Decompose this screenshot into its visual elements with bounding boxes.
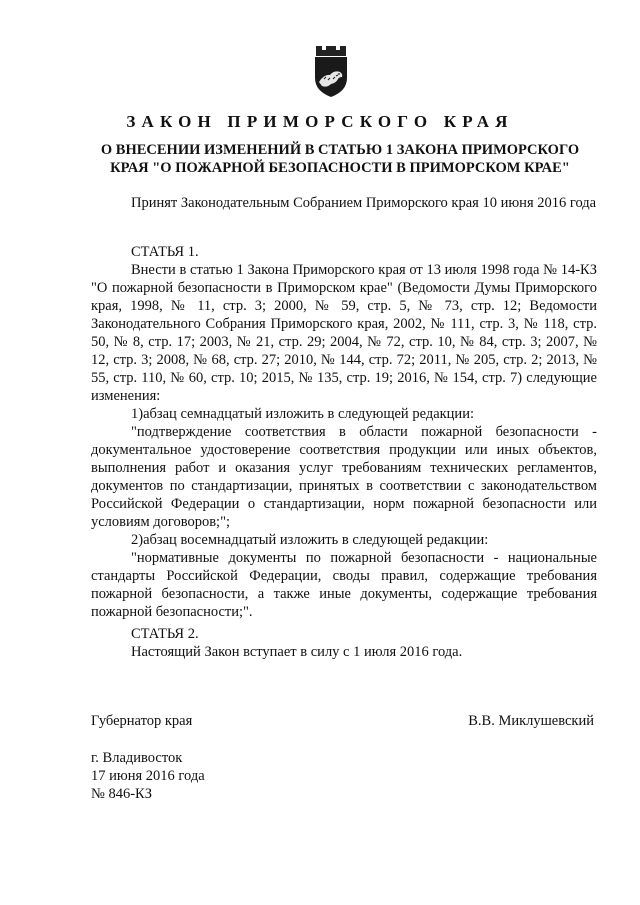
article-1-item2-text: "нормативные документы по пожарной безопасности - национальные стандарты Российской Федерации, своды правил, содержащие требования пожарной безопасности, а также иные документы, содержащие требования пожарной безопасности;". (91, 550, 597, 620)
article-2-heading: СТАТЬЯ 2. (131, 626, 199, 642)
issue-date: 17 июня 2016 года (91, 768, 205, 784)
article-1 (91, 243, 597, 621)
article-1-item1-label: 1)абзац семнадцатый изложить в следующей редакции: (131, 406, 474, 422)
law-subtitle (80, 141, 600, 177)
law-number: № 846-КЗ (91, 786, 152, 802)
issue-details (91, 749, 205, 803)
article-2-text: Настоящий Закон вступает в силу с 1 июля 2016 года. (131, 644, 463, 660)
signatory-name: В.В. Миклушевский (468, 713, 594, 729)
article-1-item1-text: "подтверждение соответствия в области пожарной безопасности - документальное удостоверение соответствия продукции или иных объектов, выполнения работ и оказания услуг требованиям технических регламентов, документов по стандартизации, принятых в соответствии с законодательством Российской Федерации о стандартизации, норм пожарной безопасности или условиям договоров;"; (91, 424, 597, 530)
issue-city: г. Владивосток (91, 750, 183, 766)
article-2 (91, 625, 597, 661)
article-1-intro: Внести в статью 1 Закона Приморского края от 13 июля 1998 года № 14-КЗ "О пожарной безопасности в Приморском крае" (Ведомости Думы Приморского края, 1998, № 11, стр. 3; 2000, № 59, стр. 5, № 73, стр. 12; Ведомости Законодательного Собрания Приморского края, 2002, № 111, стр. 3, № 118, стр. 50, № 8, стр. 17; 2003, № 21, стр. 29; 2004, № 72, стр. 10, № 84, стр. 3; 2007, № 12, стр. 3; 2008, № 68, стр. 27; 2010, № 144, стр. 72; 2011, № 205, стр. 2; 2013, № 55, стр. 110, № 60, стр. 10; 2015, № 135, стр. 19; 2016, № 154, стр. 7) следующие изменения: (91, 262, 597, 404)
adoption-note: Принят Законодательным Собранием Приморского края 10 июня 2016 года (131, 195, 597, 211)
subtitle-line: КРАЯ "О ПОЖАРНОЙ БЕЗОПАСНОСТИ В ПРИМОРСКОМ КРАЕ" (110, 160, 570, 176)
coat-of-arms-icon (312, 44, 350, 98)
signatory-position: Губернатор края (91, 713, 193, 729)
subtitle-line: О ВНЕСЕНИИ ИЗМЕНЕНИЙ В СТАТЬЮ 1 ЗАКОНА ПРИМОРСКОГО (100, 142, 580, 158)
article-1-heading: СТАТЬЯ 1. (131, 244, 199, 260)
law-title: ЗАКОН ПРИМОРСКОГО КРАЯ (126, 112, 514, 131)
article-1-item2-label: 2)абзац восемнадцатый изложить в следующей редакции: (131, 532, 489, 548)
